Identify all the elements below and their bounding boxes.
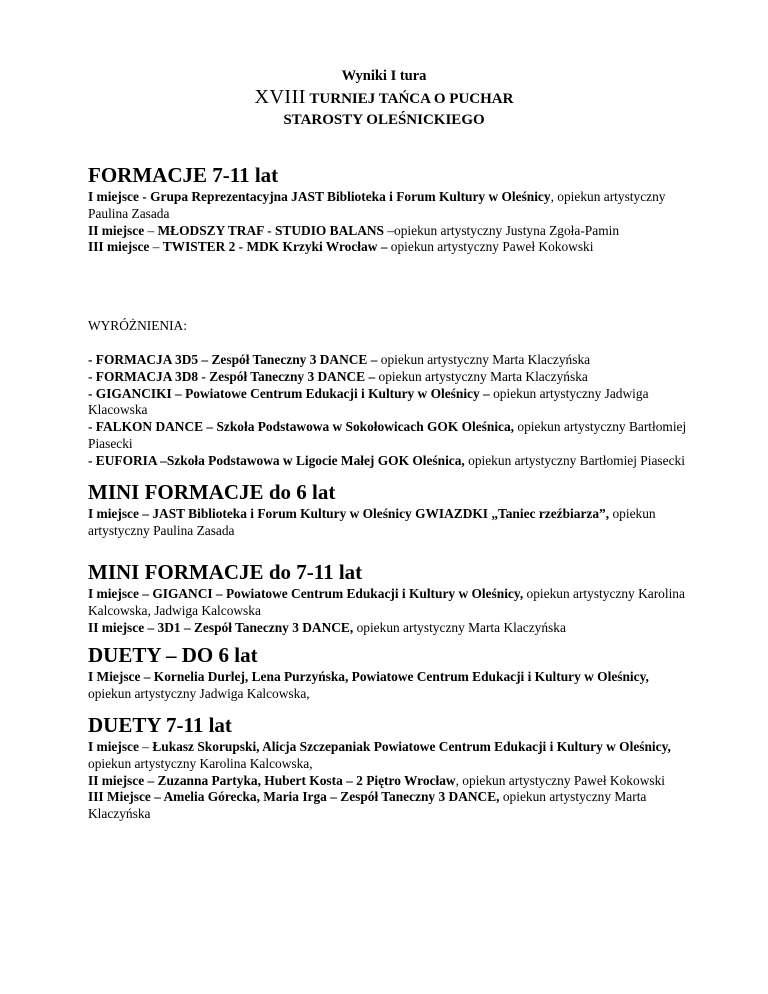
section-duety-7-11 — [88, 713, 693, 823]
section-wyroznienia — [88, 318, 693, 335]
tournament-title — [0, 86, 768, 109]
tournament-subtitle: STAROSTY OLEŚNICKIEGO — [283, 112, 485, 128]
section-title: FORMACJE 7-11 lat — [88, 163, 279, 187]
wyroznienia-list — [88, 352, 693, 470]
section-title: DUETY 7-11 lat — [88, 713, 232, 737]
result-entry: II miejsce – MŁODSZY TRAF - STUDIO BALANS –opiekun artystyczny Justyna Zgoła-Pamin — [88, 222, 620, 238]
list-item: - EUFORIA –Szkoła Podstawowa w Ligocie Małej GOK Oleśnica, opiekun artystyczny Bartłomiej Piasecki — [88, 452, 685, 468]
list-item: - FALKON DANCE – Szkoła Podstawowa w Sokołowicach GOK Oleśnica, opiekun artystyczny Bartłomiej Piasecki — [88, 419, 687, 451]
result-entry: I miejsce - Grupa Reprezentacyjna JAST Biblioteka i Forum Kultury w Oleśnicy, opiekun artystyczny Paulina Zasada — [88, 189, 666, 221]
result-entry: I miejsce – Łukasz Skorupski, Alicja Szczepaniak Powiatowe Centrum Edukacji i Kultury w Oleśnicy, opiekun artystyczny Karolina Kalcowska, — [88, 739, 671, 771]
section-subtitle: WYRÓŻNIENIA: — [88, 318, 187, 333]
tournament-title-rest: TURNIEJ TAŃCA O PUCHAR — [305, 91, 514, 107]
section-title: MINI FORMACJE do 6 lat — [88, 480, 336, 504]
result-entry: III Miejsce – Amelia Górecka, Maria Irga – Zespół Taneczny 3 DANCE, opiekun artystyczny Marta Klaczyńska — [88, 789, 647, 822]
section-title: DUETY – DO 6 lat — [88, 643, 258, 667]
section-title: MINI FORMACJE do 7-11 lat — [88, 560, 363, 584]
result-entry: I Miejsce – Kornelia Durlej, Lena Purzyńska, Powiatowe Centrum Edukacji i Kultury w Oleśnicy, opiekun artystyczny Jadwiga Kalcowska, — [88, 669, 649, 701]
result-entry: II miejsce – 3D1 – Zespół Taneczny 3 DANCE, opiekun artystyczny Marta Klaczyńska — [88, 619, 566, 635]
section-mini-formacje-6 — [88, 480, 693, 540]
section-duety-6 — [88, 643, 693, 703]
results-heading: Wyniki I tura — [341, 68, 427, 84]
list-item: - GIGANCIKI – Powiatowe Centrum Edukacji i Kultury w Oleśnicy – opiekun artystyczny Jadwiga Klacowska — [88, 385, 649, 418]
section-formacje — [88, 163, 693, 256]
list-item: - FORMACJA 3D5 – Zespół Taneczny 3 DANCE – opiekun artystyczny Marta Klaczyńska — [88, 352, 591, 367]
result-entry: I miejsce – GIGANCI – Powiatowe Centrum Edukacji i Kultury w Oleśnicy, opiekun artystyczny Karolina Kalcowska, Jadwiga Kalcowska — [88, 586, 685, 618]
list-item: - FORMACJA 3D8 - Zespół Taneczny 3 DANCE – opiekun artystyczny Marta Klaczyńska — [88, 368, 588, 384]
result-entry: I miejsce – JAST Biblioteka i Forum Kultury w Oleśnicy GWIAZDKI „Taniec rzeźbiarza”, opiekun artystyczny Paulina Zasada — [88, 506, 656, 538]
result-entry: III miejsce – TWISTER 2 - MDK Krzyki Wrocław – opiekun artystyczny Paweł Kokowski — [88, 239, 594, 255]
result-entry: II miejsce – Zuzanna Partyka, Hubert Kosta – 2 Piętro Wrocław, opiekun artystyczny Paweł Kokowski — [88, 772, 665, 788]
tournament-number: XVIII — [254, 86, 306, 108]
section-mini-formacje-7-11 — [88, 560, 693, 636]
